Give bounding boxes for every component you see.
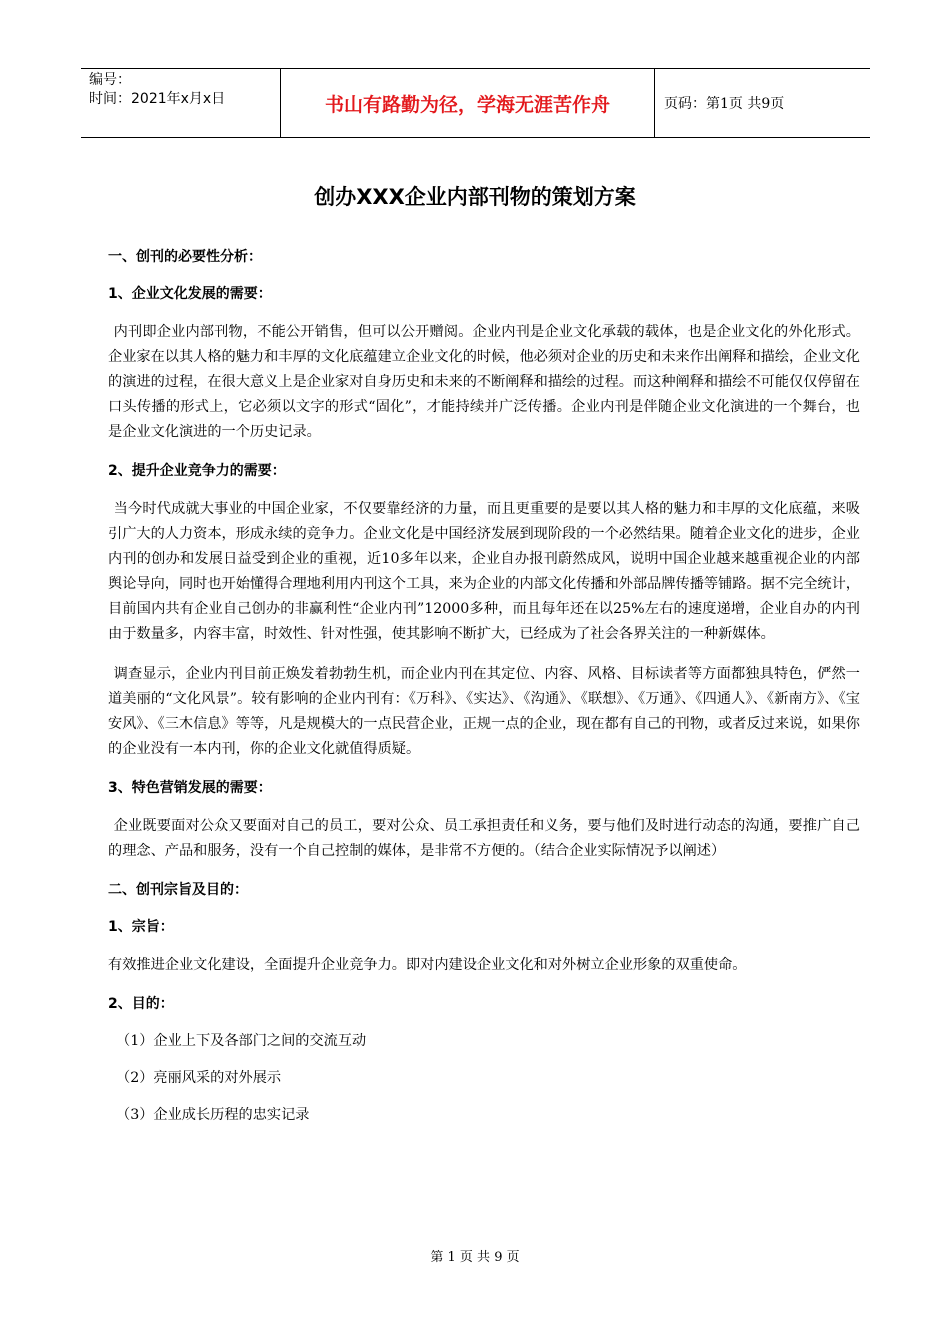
- paragraph-5: 有效推进企业文化建设，全面提升企业竞争力。即对内建设企业文化和对外树立企业形象的双重使命。: [108, 957, 747, 973]
- document-body: [108, 246, 860, 1141]
- header-meta: [81, 69, 281, 137]
- section-heading-1: 一、创刊的必要性分析：: [108, 249, 262, 265]
- subsection-heading-1-2: 2、提升企业竞争力的需要：: [108, 463, 286, 479]
- header-motto: 书山有路勤为径，学海无涯苦作舟: [281, 69, 655, 137]
- list-item: （1）企业上下及各部门之间的交流互动: [116, 1033, 367, 1049]
- page-header: [81, 68, 870, 138]
- time-label: 时间：2021年x月x日: [89, 91, 226, 107]
- paragraph-2: 当今时代成就大事业的中国企业家，不仅要靠经济的力量，而且更重要的是要以其人格的魅力和丰厚的文化底蕴，来吸引广大的人力资本，形成永续的竞争力。企业文化是中国经济发展到现阶段的一个必然结果。随着企业文化的进步，企业内刊的创办和发展日益受到企业的重视，近10多年以来，企业自办报刊蔚然成风，说明中国企业越来越重视企业的内部舆论导向，同时也开始懂得合理地利用内刊这个工具，来为企业的内部文化传播和外部品牌传播等铺路。据不完全统计，目前国内共有企业自己创办的非赢利性“企业内刊”12000多种，而且每年还在以25%左右的速度递增，企业自办的内刊由于数量多，内容丰富，时效性、针对性强，使其影响不断扩大，已经成为了社会各界关注的一种新媒体。: [108, 501, 860, 642]
- subsection-heading-2-1: 1、宗旨：: [108, 919, 174, 935]
- section-heading-2: 二、创刊宗旨及目的：: [108, 882, 248, 898]
- list-item: （3）企业成长历程的忠实记录: [116, 1107, 310, 1123]
- subsection-heading-2-2: 2、目的：: [108, 996, 174, 1012]
- paragraph-3: 调查显示，企业内刊目前正焕发着勃勃生机，而企业内刊在其定位、内容、风格、目标读者等方面都独具特色，俨然一道美丽的“文化风景”。较有影响的企业内刊有：《万科》、《实达》、《沟通》、《联想》、《万通》、《四通人》、《新南方》、《宝安风》、《三木信息》等等，凡是规模大的一点民营企业，正规一点的企业，现在都有自己的刊物，或者反过来说，如果你的企业没有一本内刊，你的企业文化就值得质疑。: [108, 666, 860, 757]
- subsection-heading-1-1: 1、企业文化发展的需要：: [108, 286, 272, 302]
- paragraph-4: 企业既要面对公众又要面对自己的员工，要对公众、员工承担责任和义务，要与他们及时进行动态的沟通，要推广自己的理念、产品和服务，没有一个自己控制的媒体，是非常不方便的。（结合企业实际情况予以阐述）: [108, 818, 860, 859]
- serial-label: 编号：: [89, 72, 131, 88]
- page-footer: 第 1 页 共 9 页: [430, 1250, 520, 1265]
- list-item: （2）亮丽风采的对外展示: [116, 1070, 282, 1086]
- paragraph-1: 内刊即企业内部刊物，不能公开销售，但可以公开赠阅。企业内刊是企业文化承载的载体，也是企业文化的外化形式。企业家在以其人格的魅力和丰厚的文化底蕴建立企业文化的时候，他必须对企业的历史和未来作出阐释和描绘，企业文化的演进的过程，在很大意义上是企业家对自身历史和未来的不断阐释和描绘的过程。而这种阐释和描绘不可能仅仅停留在口头传播的形式上，它必须以文字的形式“固化”，才能持续并广泛传播。企业内刊是伴随企业文化演进的一个舞台，也是企业文化演进的一个历史记录。: [108, 324, 860, 440]
- header-page-info: 页码：第1页 共9页: [664, 96, 785, 112]
- document-title: 创办XXX企业内部刊物的策划方案: [314, 185, 636, 209]
- subsection-heading-1-3: 3、特色营销发展的需要：: [108, 780, 272, 796]
